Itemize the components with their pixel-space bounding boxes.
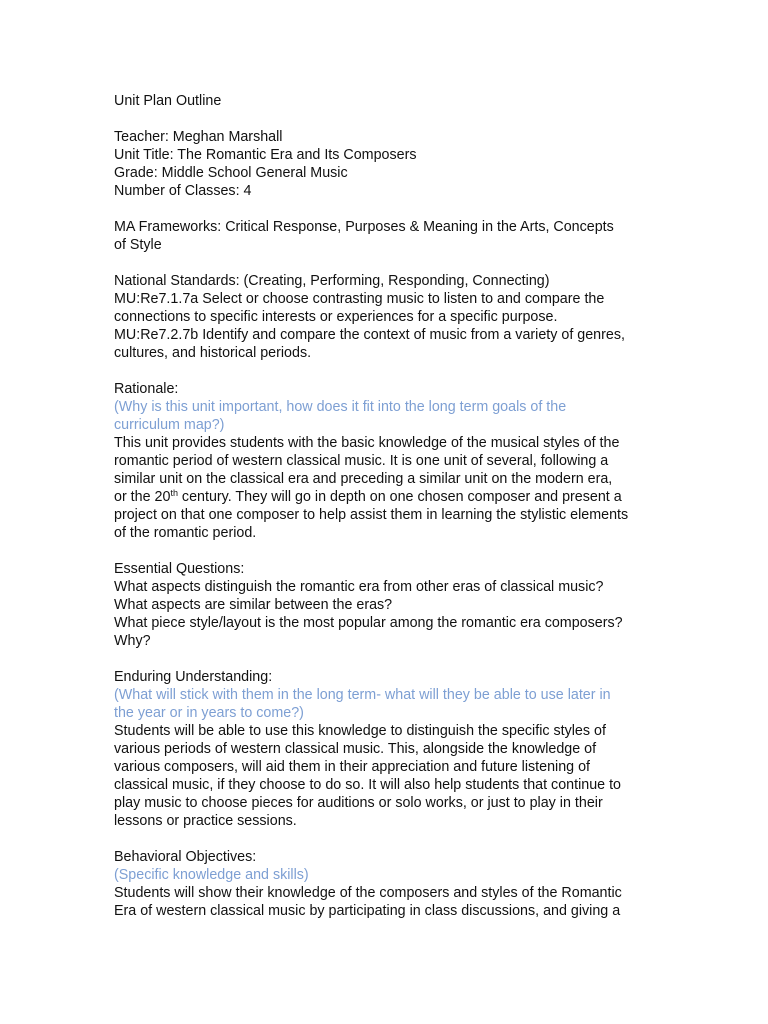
- rationale-line: This unit provides students with the basic knowledge of the musical styles of the: [114, 435, 620, 451]
- classes-line: Number of Classes: 4: [114, 183, 252, 199]
- frameworks-line: of Style: [114, 237, 162, 253]
- standards-line: MU:Re7.2.7b Identify and compare the context of music from a variety of genres,: [114, 327, 625, 343]
- question-line: What piece style/layout is the most popular among the romantic era composers?: [114, 615, 623, 631]
- understanding-hint: the year or in years to come?): [114, 705, 304, 721]
- superscript: th: [170, 488, 178, 498]
- rationale-hint: (Why is this unit important, how does it fit into the long term goals of the: [114, 399, 567, 415]
- objectives-hint: (Specific knowledge and skills): [114, 867, 309, 883]
- objectives-line: Era of western classical music by participating in class discussions, and giving a: [114, 903, 621, 919]
- question-line: Why?: [114, 633, 151, 649]
- understanding-line: various periods of western classical music. This, alongside the knowledge of: [114, 741, 597, 757]
- rationale-line: romantic period of western classical music. It is one unit of several, following a: [114, 453, 609, 469]
- rationale-line: similar unit on the classical era and preceding a similar unit on the modern era,: [114, 471, 613, 487]
- objectives-line: Students will show their knowledge of the composers and styles of the Romantic: [114, 885, 622, 901]
- teacher-line: Teacher: Meghan Marshall: [114, 129, 283, 145]
- frameworks-line: MA Frameworks: Critical Response, Purposes & Meaning in the Arts, Concepts: [114, 219, 614, 235]
- page-title: Unit Plan Outline: [114, 93, 222, 109]
- document-body: [114, 92, 674, 920]
- understanding-line: play music to choose pieces for auditions or solo works, or just to play in their: [114, 795, 603, 811]
- understanding-line: Students will be able to use this knowledge to distinguish the specific styles of: [114, 723, 606, 739]
- rationale-hint: curriculum map?): [114, 417, 225, 433]
- grade-line: Grade: Middle School General Music: [114, 165, 348, 181]
- spacer: [114, 542, 674, 560]
- standards-heading: National Standards: (Creating, Performing, Responding, Connecting): [114, 273, 550, 289]
- spacer: [114, 362, 674, 380]
- unit-title-line: Unit Title: The Romantic Era and Its Composers: [114, 147, 417, 163]
- standards-line: connections to specific interests or experiences for a specific purpose.: [114, 309, 558, 325]
- spacer: [114, 254, 674, 272]
- rationale-text: century. They will go in depth on one chosen composer and present a: [177, 489, 622, 505]
- question-line: What aspects distinguish the romantic era from other eras of classical music?: [114, 579, 604, 595]
- rationale-heading: Rationale:: [114, 381, 179, 397]
- spacer: [114, 200, 674, 218]
- rationale-line: [114, 488, 674, 506]
- question-line: What aspects are similar between the eras?: [114, 597, 393, 613]
- understanding-line: lessons or practice sessions.: [114, 813, 297, 829]
- questions-heading: Essential Questions:: [114, 561, 245, 577]
- standards-line: cultures, and historical periods.: [114, 345, 312, 361]
- standards-line: MU:Re7.1.7a Select or choose contrasting music to listen to and compare the: [114, 291, 605, 307]
- understanding-heading: Enduring Understanding:: [114, 669, 273, 685]
- understanding-line: various composers, will aid them in their appreciation and future listening of: [114, 759, 591, 775]
- spacer: [114, 830, 674, 848]
- spacer: [114, 650, 674, 668]
- rationale-text: or the 20: [114, 489, 171, 505]
- rationale-line: project on that one composer to help assist them in learning the stylistic elements: [114, 507, 629, 523]
- rationale-line: of the romantic period.: [114, 525, 257, 541]
- objectives-heading: Behavioral Objectives:: [114, 849, 257, 865]
- understanding-line: classical music, if they choose to do so. It will also help students that continue to: [114, 777, 622, 793]
- spacer: [114, 110, 674, 128]
- understanding-hint: (What will stick with them in the long term- what will they be able to use later in: [114, 687, 611, 703]
